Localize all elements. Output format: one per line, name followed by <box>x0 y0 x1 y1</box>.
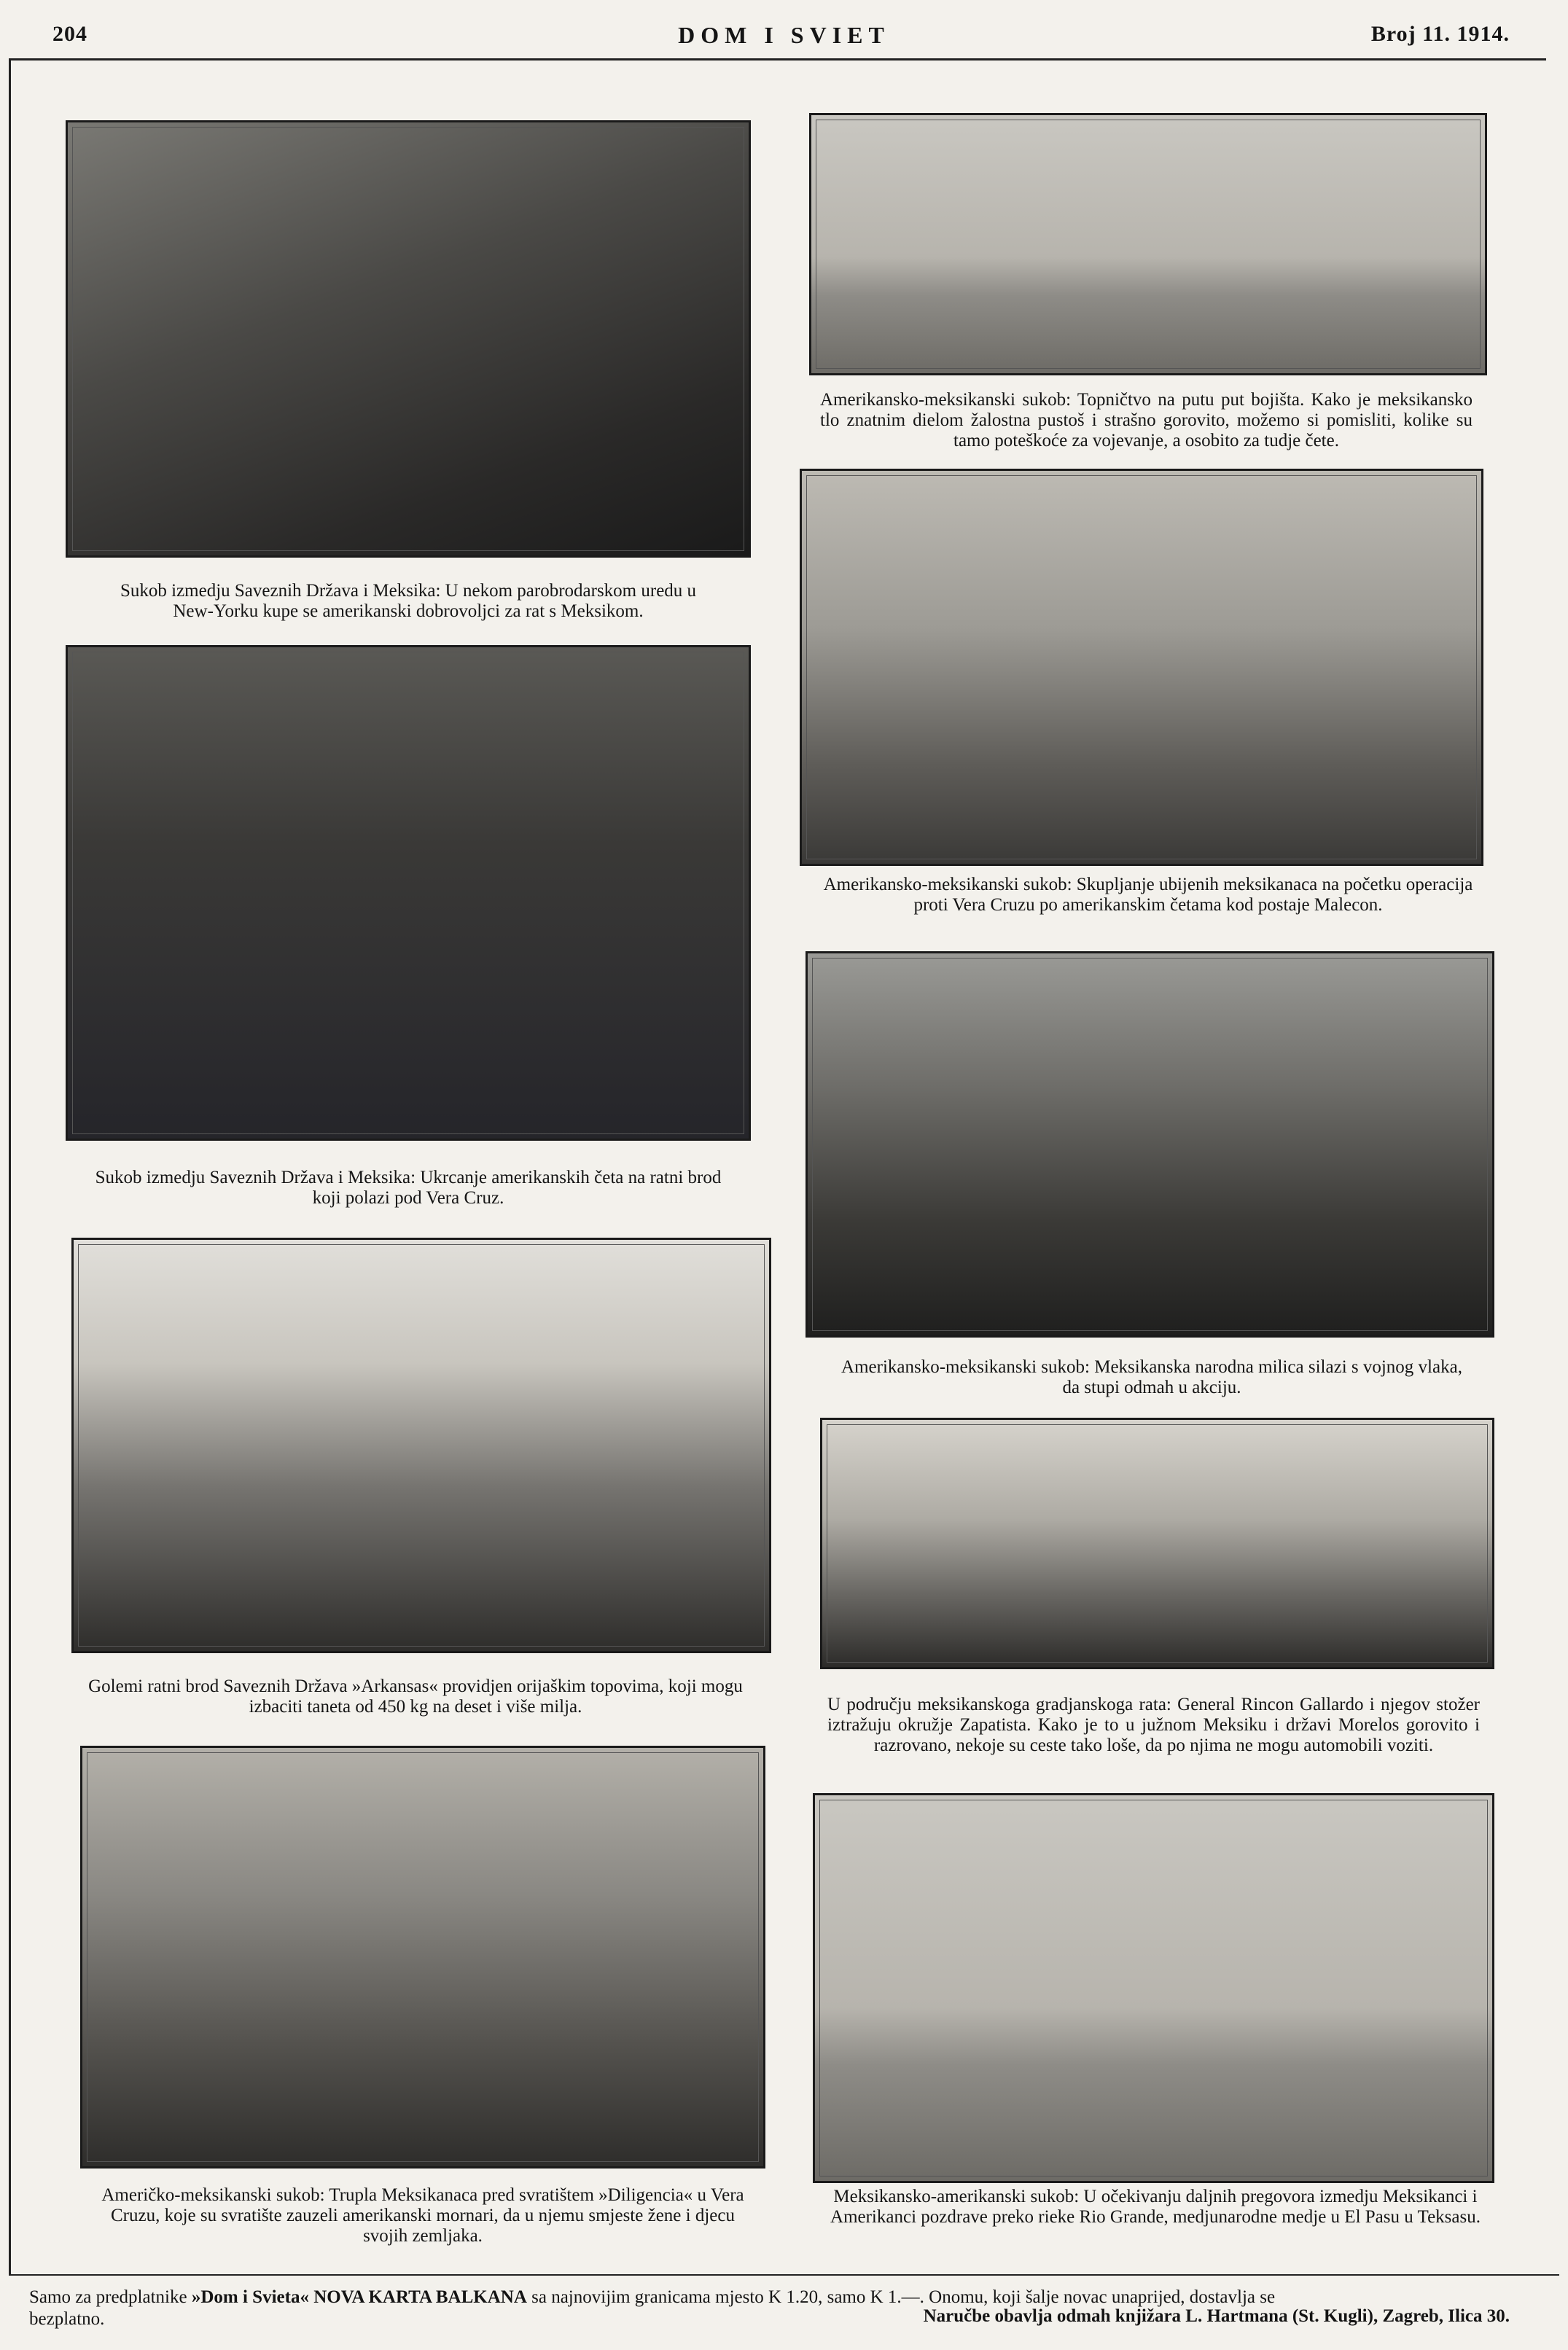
photo-artillery <box>809 113 1487 375</box>
photo-volunteers <box>66 120 751 558</box>
photo-rincon-gallardo <box>820 1418 1494 1669</box>
footer-offer: »Dom i Svieta« NOVA KARTA BALKANA <box>191 2287 527 2307</box>
caption-arkansas: Golemi ratni brod Saveznih Država »Arkansas« providjen orijaškim topovima, koji mogu izbaciti taneta od 450 kg na deset i više milja. <box>88 1676 743 1717</box>
footer-orders: Naručbe obavlja odmah knjižara L. Hartmana (St. Kugli), Zagreb, Ilica 30. <box>923 2306 1510 2326</box>
footer-rule <box>9 2274 1559 2276</box>
footer-free: bezplatno. <box>29 2309 105 2329</box>
footer-suffix: sa najnovijim granicama mjesto K 1.20, samo K 1.—. Onomu, koji šalje novac unaprijed, dostavlja se <box>526 2287 1276 2307</box>
photo-rio-grande <box>813 1793 1494 2183</box>
footer-prefix: Samo za predplatnike <box>29 2287 192 2307</box>
caption-dead-gathering: Amerikansko-meksikanski sukob: Skupljanje ubijenih meksikanaca na početku operacija proti Vera Cruzu po amerikanskim četama kod postaje Malecon. <box>823 875 1473 915</box>
magazine-title: DOM I SVIET <box>678 22 890 48</box>
caption-rio-grande: Meksikansko-amerikanski sukob: U očekivanju daljnih pregovora izmedju Meksikanci i Amerikanci pozdrave preko rieke Rio Grande, medjunarodne medje u El Pasu u Teksasu. <box>830 2187 1481 2227</box>
photo-embarking <box>66 645 751 1141</box>
page-number: 204 <box>52 22 87 46</box>
caption-artillery: Amerikansko-meksikanski sukob: Topničtvo na putu put bojišta. Kako je meksikansko tlo znatnim dielom žalostna pustoš i strašno gorovito, možemo si pomisliti, kolike su tamo poteškoće za vojevanje, a osobito za tudje čete. <box>820 390 1473 450</box>
caption-embarking: Sukob izmedju Saveznih Država i Meksika: Ukrcanje amerikanskih četa na ratni brod koji polazi pod Vera Cruz. <box>95 1168 722 1208</box>
photo-militia-train <box>806 951 1494 1338</box>
caption-rincon-gallardo: U području meksikanskoga gradjanskoga rata: General Rincon Gallardo i njegov stožer iztražuju okružje Zapatista. Kako je to u južnom Meksiku i državi Morelos gorovito i razrovano, nekoje su ceste tako loše, da po njima ne mogu automobili voziti. <box>827 1695 1480 1755</box>
photo-arkansas <box>71 1238 771 1653</box>
issue-number: Broj 11. 1914. <box>1370 22 1510 46</box>
footer-line-2 <box>29 2306 1539 2330</box>
photo-diligencia <box>80 1746 765 2169</box>
footer-line-1 <box>29 2287 1539 2308</box>
photo-dead-gathering <box>800 469 1483 866</box>
caption-diligencia: Američko-meksikanski sukob: Trupla Meksikanaca pred svratištem »Diligencia« u Vera Cruzu, koje su svratište zauzeli amerikanski mornari, da u njemu smjeste žene i djecu svojih zemljaka. <box>101 2185 744 2246</box>
caption-volunteers: Sukob izmedju Saveznih Država i Meksika: U nekom parobrodarskom uredu u New-Yorku kupe se amerikanski dobrovoljci za rat s Meksikom. <box>120 581 697 621</box>
caption-militia-train: Amerikansko-meksikanski sukob: Meksikanska narodna milica silazi s vojnog vlaka, da stupi odmah u akciju. <box>841 1357 1462 1397</box>
